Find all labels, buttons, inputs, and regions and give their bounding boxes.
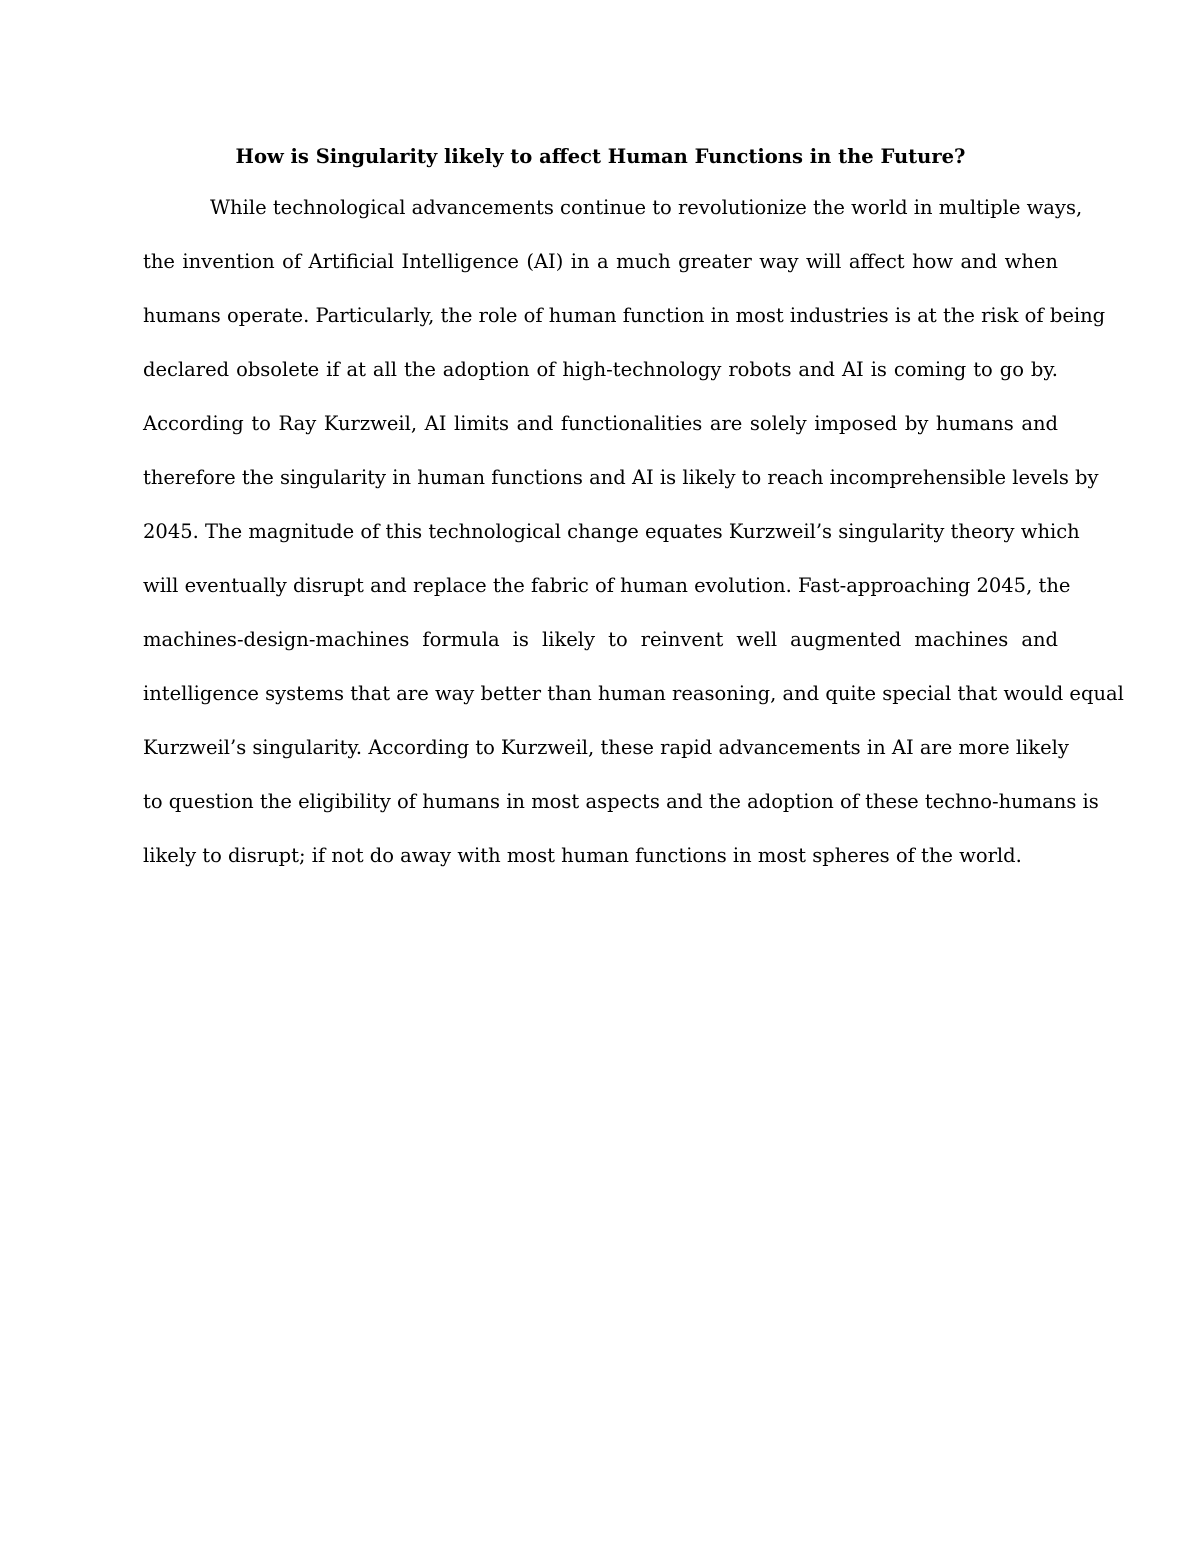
body-paragraph	[143, 192, 1124, 894]
paragraph-line: to question the eligibility of humans in most aspects and the adoption of these techno-humans is	[143, 790, 1099, 813]
paragraph-line: declared obsolete if at all the adoption of high-technology robots and AI is coming to go by.	[143, 358, 1058, 381]
paragraph-line: likely to disrupt; if not do away with most human functions in most spheres of the world.	[143, 844, 1022, 867]
paragraph-line: Kurzweil’s singularity. According to Kurzweil, these rapid advancements in AI are more likely	[143, 736, 1069, 759]
paragraph-line: the invention of Artificial Intelligence (AI) in a much greater way will affect how and when	[143, 250, 1058, 273]
paragraph-line: humans operate. Particularly, the role of human function in most industries is at the risk of being	[143, 304, 1106, 327]
paragraph-line: According to Ray Kurzweil, AI limits and functionalities are solely imposed by humans and	[143, 412, 1058, 435]
paragraph-line: While technological advancements continue to revolutionize the world in multiple ways,	[210, 196, 1083, 219]
paragraph-line: 2045. The magnitude of this technological change equates Kurzweil’s singularity theory which	[143, 520, 1080, 543]
document-title: How is Singularity likely to affect Human Functions in the Future?	[235, 145, 966, 168]
paragraph-line: intelligence systems that are way better than human reasoning, and quite special that would equal	[143, 682, 1124, 705]
paragraph-line: therefore the singularity in human functions and AI is likely to reach incomprehensible levels by	[143, 466, 1099, 489]
paragraph-line: machines-design-machines formula is likely to reinvent well augmented machines and	[143, 628, 1058, 651]
paragraph-line: will eventually disrupt and replace the fabric of human evolution. Fast-approaching 2045, the	[143, 574, 1071, 597]
